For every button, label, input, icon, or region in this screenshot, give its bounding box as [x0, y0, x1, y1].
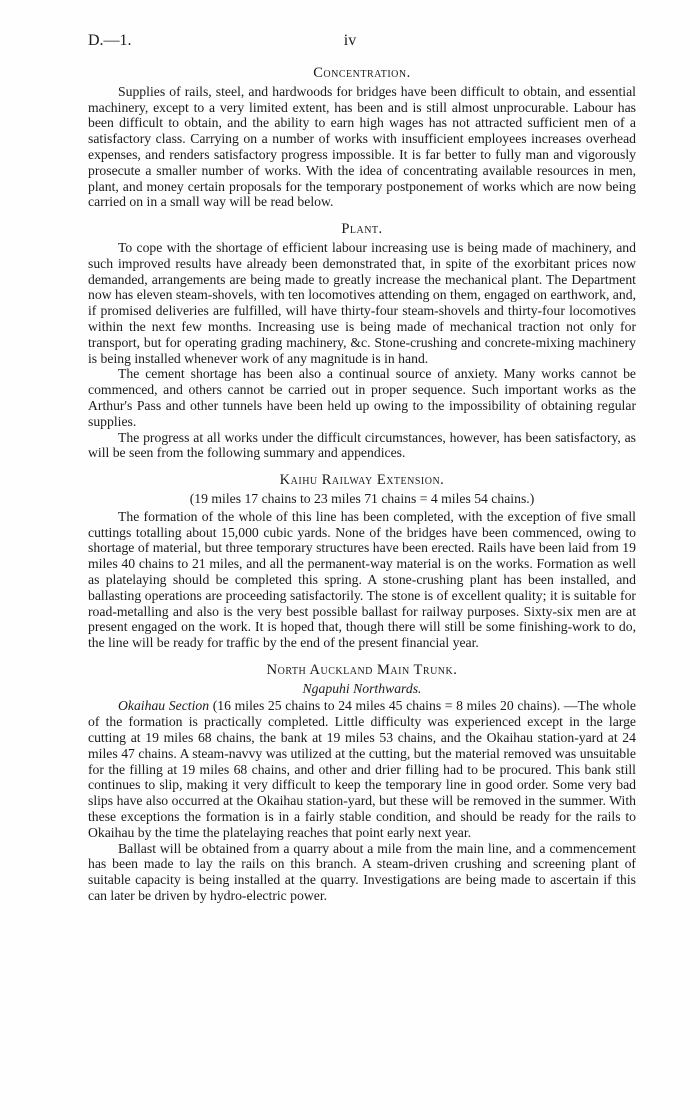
page-number: iv — [343, 32, 357, 49]
heading-north-auckland: North Auckland Main Trunk. — [266, 661, 458, 678]
document-body — [88, 66, 636, 904]
paragraph-okaihau-1 — [88, 698, 636, 840]
okaihau-section-text: (16 miles 25 chains to 24 miles 45 chains = 8 miles 20 chains). —The whole of the formation is practically completed. Little difficulty was experienced except in the large cutting at 19 miles 68 chains, the bank at 19 miles 53 chains, and the Okaihau station-yard at 24 miles 47 chains. A steam-navvy was utilized at the cutting, but the material removed was unsuitable for the filling at 19 miles 68 chains, and other and drier filling had to be procured. This bank still continues to slip, making it very difficult to keep the temporary line in good order. Some very bad slips have also occurred at the Okaihau station-yard, but these will be removed in the summer. With these exceptions the formation is in a fairly stable condition, and should be ready for the rails to Okaihau by the time the platelaying reaches that point early next year. — [88, 698, 636, 840]
heading-concentration: Concentration. — [313, 65, 411, 81]
page-reference: D.—1. — [88, 32, 132, 49]
subheading-kaihu: (19 miles 17 chains to 23 miles 71 chains = 4 miles 54 chains.) — [189, 490, 535, 506]
heading-plant: Plant. — [341, 221, 383, 238]
okaihau-section-lead: Okaihau Section — [118, 698, 210, 714]
paragraph-okaihau-2: Ballast will be obtained from a quarry about a mile from the main line, and a commencement has been made to lay the rails on this branch. A steam-driven crushing and screening plant of suitable capacity is being installed at the quarry. Investigations are being made to ascertain if this can later be driven by hydro-electric power. — [88, 840, 636, 904]
paragraph-concentration: Supplies of rails, steel, and hardwoods for bridges have been difficult to obtain, and essential machinery, except to a very limited extent, has been and is still almost unprocurable. Labour has been difficult to obtain, and the ability to earn high wages has not attracted sufficient men of a satisfactory class. Carrying on a number of works with insufficient employees increases overhead expenses, and renders satisfactory progress impossible. It is far better to fully man and vigorously prosecute a smaller number of works. With the idea of concentrating available resources in men, plant, and money certain proposals for the temporary postponement of works which are now being carried on in a small way will be read below. — [88, 83, 636, 210]
heading-kaihu: Kaihu Railway Extension. — [279, 472, 445, 489]
paragraph-plant-2: The cement shortage has been also a continual source of anxiety. Many works cannot be commenced, and others cannot be carried out in proper sequence. Such important works as the Arthur's Pass and other tunnels have been held up owing to the impossibility of obtaining regular supplies. — [88, 366, 636, 429]
paragraph-plant-3: The progress at all works under the difficult circumstances, however, has been satisfactory, as will be seen from the following summary and appendices. — [88, 429, 636, 461]
paragraph-plant-1: To cope with the shortage of efficient labour increasing use is being made of machinery, and such improved results have already been demonstrated that, in spite of the exorbitant prices now demanded, arrangements are being made to greatly increase the mechanical plant. The Department now has eleven steam-shovels, with ten locomotives attending on them, engaged on earthwork, and, if promised deliveries are fulfilled, will have thirty-four steam-shovels and thirty-four locomotives within the next few months. Increasing use is being made of mechanical traction not only for transport, but for operating grading machinery, &c. Stone-crushing and concrete-mixing machinery is being installed whenever work of any magnitude is in hand. — [88, 239, 636, 366]
paragraph-kaihu: The formation of the whole of this line has been completed, with the exception of five small cuttings totalling about 15,000 cubic yards. None of the bridges have been commenced, owing to shortage of material, but three temporary structures have been erected. Rails have been laid from 19 miles 40 chains to 21 miles, and all the permanent-way material is on the works. Formation as well as platelaying should be completed this spring. A stone-crushing plant has been installed, and ballasting operations are proceeding satisfactorily. The stone is of excellent quality; it is suitable for road-metalling and also is the very best possible ballast for railway purposes. Sixty-six men are at present engaged on the work. It is hoped that, though there will still be some finishing-work to do, the line will be ready for traffic by the end of the present financial year. — [88, 508, 636, 651]
subheading-ngapuhi: Ngapuhi Northwards. — [302, 680, 422, 696]
